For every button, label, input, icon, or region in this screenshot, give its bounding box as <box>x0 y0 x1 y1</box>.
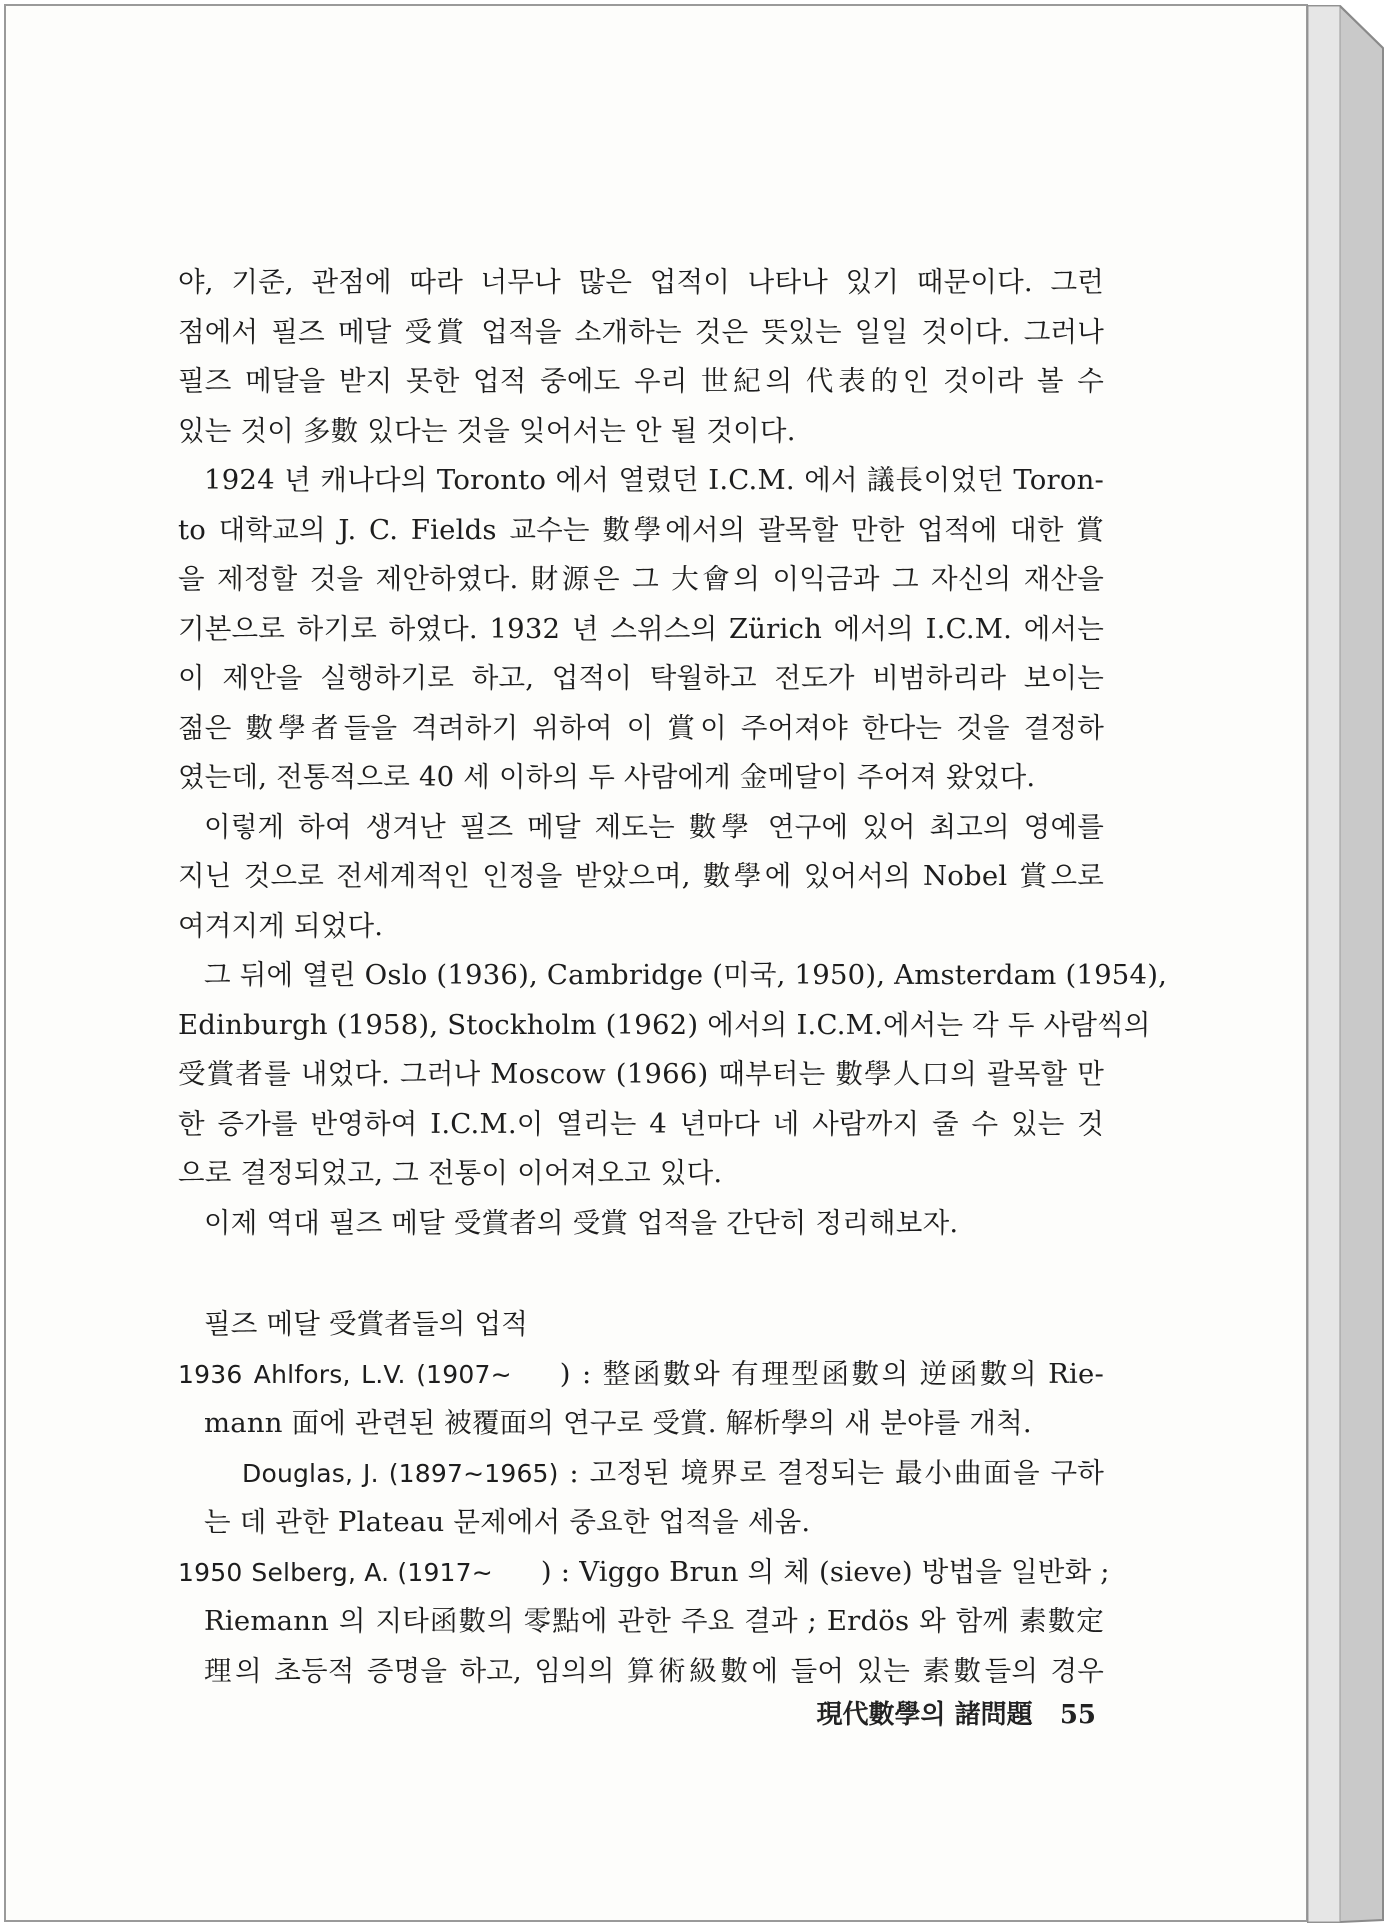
entry-selberg <box>178 1548 1110 1697</box>
paragraph-5 <box>178 1199 1104 1249</box>
text-line: 점에서 필즈 메달 受賞 업적을 소개하는 것은 뜻있는 일일 것이다. 그러나 <box>178 315 1104 348</box>
entry-desc: ) : Viggo Brun 의 체 (sieve) 방법을 일반화 ; <box>540 1555 1110 1588</box>
text-line: 한 증가를 반영하여 I.C.M.이 열리는 4 년마다 네 사람까지 줄 수 있는 것 <box>178 1107 1104 1140</box>
text-line: 이제 역대 필즈 메달 受賞者의 受賞 업적을 간단히 정리해보자. <box>204 1206 959 1239</box>
text-line: 그 뒤에 열린 Oslo (1936), Cambridge (미국, 1950), Amsterdam (1954), <box>204 959 1168 991</box>
entry-desc: : 고정된 境界로 결정되는 最小曲面을 구하 <box>558 1456 1104 1489</box>
entry-cont: mann 面에 관련된 被覆面의 연구로 受賞. 解析學의 새 분야를 개척. <box>204 1407 1032 1439</box>
entry-year: 1950 <box>178 1557 243 1587</box>
entry-name: Ahlfors, L.V. (1907∼ <box>253 1359 512 1389</box>
entry-cont: 는 데 관한 Plateau 문제에서 중요한 업적을 세움. <box>204 1506 811 1538</box>
text-line: 受賞者를 내었다. 그러나 Moscow (1966) 때부터는 數學人口의 괄목할 만 <box>178 1058 1104 1090</box>
paragraph-2 <box>178 456 1104 803</box>
text-line: 1924 년 캐나다의 Toronto 에서 열렸던 I.C.M. 에서 議長이었던 Toron- <box>204 464 1104 496</box>
entry-name: Selberg, A. (1917∼ <box>251 1557 493 1587</box>
text-line: 였는데, 전통적으로 40 세 이하의 두 사람에게 金메달이 주어져 왔었다. <box>178 761 1036 793</box>
entry-head <box>178 1449 1104 1499</box>
entry-name: Douglas, J. (1897∼1965) <box>242 1458 559 1488</box>
running-title: 現代數學의 諸問題 <box>816 1700 1033 1730</box>
entry-desc: ) : 整函數와 有理型函數의 逆函數의 Rie- <box>559 1357 1104 1390</box>
text-line: 으로 결정되었고, 그 전통이 이어져오고 있다. <box>178 1157 723 1189</box>
text-line: 야, 기준, 관점에 따라 너무나 많은 업적이 나타나 있기 때문이다. 그런 <box>178 266 1104 298</box>
paragraph-3 <box>178 803 1104 952</box>
section-title: 필즈 메달 受賞者들의 업적 <box>204 1308 529 1340</box>
entry-ahlfors <box>178 1350 1104 1449</box>
page-footer <box>806 1694 1096 1731</box>
text-line: 을 제정할 것을 제안하였다. 財源은 그 大會의 이익금과 그 자신의 재산을 <box>178 563 1104 595</box>
page-body <box>178 258 1168 1696</box>
entry-cont: Riemann 의 지타函數의 零點에 관한 주요 결과 ; Erdös 와 함께 素數定 <box>204 1605 1104 1637</box>
text-line: to 대학교의 J. C. Fields 교수는 數學에서의 괄목할 만한 업적에 대한 賞 <box>178 513 1104 546</box>
text-line: 기본으로 하기로 하였다. 1932 년 스위스의 Zürich 에서의 I.C.M. 에서는 <box>178 612 1104 645</box>
text-line: Edinburgh (1958), Stockholm (1962) 에서의 I.C.M.에서는 각 두 사람씩의 <box>178 1008 1151 1041</box>
entry-head <box>178 1548 1110 1598</box>
text-line: 필즈 메달을 받지 못한 업적 중에도 우리 世紀의 代表的인 것이라 볼 수 <box>178 365 1104 397</box>
text-line: 이 제안을 실행하기로 하고, 업적이 탁월하고 전도가 비범하리라 보이는 <box>178 662 1104 694</box>
paragraph-1 <box>178 258 1104 456</box>
text-line: 지닌 것으로 전세계적인 인정을 받았으며, 數學에 있어서의 Nobel 賞으로 <box>178 860 1104 892</box>
text-line: 젊은 數學者들을 격려하기 위하여 이 賞이 주어져야 한다는 것을 결정하 <box>178 711 1104 744</box>
entry-head <box>178 1350 1104 1400</box>
page-number: 55 <box>1059 1700 1096 1730</box>
text-line: 이렇게 하여 생겨난 필즈 메달 제도는 數學 연구에 있어 최고의 영예를 <box>204 810 1104 843</box>
entry-year: 1936 <box>178 1359 243 1389</box>
text-line: 있는 것이 多數 있다는 것을 잊어서는 안 될 것이다. <box>178 414 796 447</box>
entry-douglas <box>178 1449 1104 1548</box>
paragraph-4 <box>178 951 1168 1199</box>
text-line: 여겨지게 되었다. <box>178 909 384 942</box>
entry-cont: 理의 초등적 증명을 하고, 임의의 算術級數에 들어 있는 素數들의 경우 <box>204 1654 1104 1687</box>
